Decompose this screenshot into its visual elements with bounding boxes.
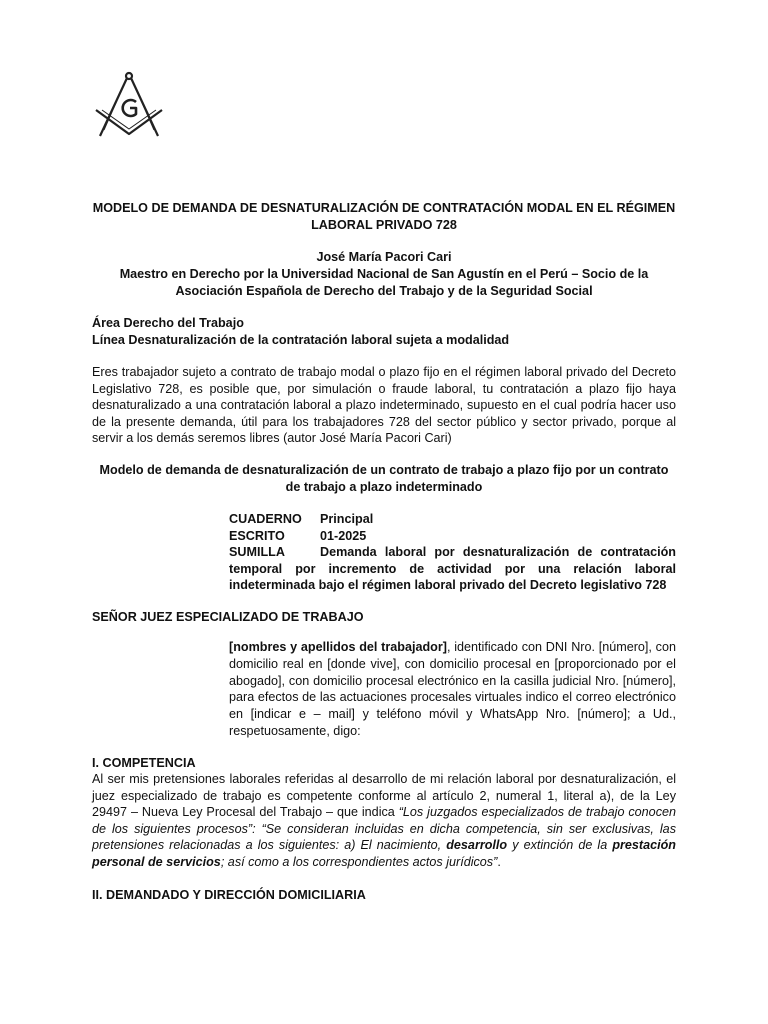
plaintiff-name-placeholder: [nombres y apellidos del trabajador]: [229, 640, 447, 654]
section-1-quote-3: ; así como a los correspondientes actos jurídicos”: [220, 854, 498, 869]
plaintiff-text: , identificado con DNI Nro. [número], con domicilio real en [donde vive], con domicilio procesal en [proporcionado por el abogado], con domicilio procesal electrónico en la casilla judicial Nro. [número], para efectos de las actuaciones procesales virtuales indico el correo electrónico en [indicar e – mail] y teléfono móvil y WhatsApp Nro. [número]; a Ud., respetuosamente, digo:: [229, 640, 676, 738]
cuaderno-label: CUADERNO: [229, 512, 302, 526]
section-2-heading: II. DEMANDADO Y DIRECCIÓN DOMICILIARIA: [92, 888, 366, 902]
square-and-compass-logo-icon: [92, 68, 166, 142]
document-page: [92, 0, 676, 1024]
sumilla-row: [229, 544, 676, 594]
intro-paragraph: Eres trabajador sujeto a contrato de trabajo modal o plazo fijo en el régimen laboral privado del Decreto Legislativo 728, es posible que, por simulación o fraude laboral, tu contratación a plazo fijo haya desnaturalizado a una contratación laboral a plazo indeterminado, supuesto en el cual podría hacer uso de la presente demanda, útil para los trabajadores 728 del sector público y sector privado, porque al servir a los demás seremos libres (autor José María Pacori Cari): [92, 365, 676, 446]
line-label: Línea Desnaturalización de la contratación laboral sujeta a modalidad: [92, 333, 510, 347]
author-credentials: Maestro en Derecho por la Universidad Nacional de San Agustín en el Perú – Socio de la Asociación Española de Derecho del Trabajo y de la Seguridad Social: [119, 267, 649, 298]
section-1-heading: I. COMPETENCIA: [92, 756, 196, 770]
sumilla-value: Demanda laboral por desnaturalización de contratación temporal por incremento de actividad por una relación laboral indeterminada bajo el régimen laboral privado del Decreto legislativo 728: [229, 545, 676, 593]
addressee: SEÑOR JUEZ ESPECIALIZADO DE TRABAJO: [92, 610, 364, 624]
escrito-row: [229, 528, 676, 545]
case-meta: [229, 511, 676, 594]
plaintiff-paragraph: [229, 639, 676, 740]
sumilla-label: SUMILLA: [229, 545, 285, 560]
section-1-quote-2: y extinción de la: [507, 838, 613, 853]
section-1-quote-1: “Los juzgados especializados de trabajo conocen de los siguientes procesos”: “Se consideran incluidas en dicha competencia, sin ser exclusivas, las pretensiones relacionadas a los siguientes: a) El nacimiento,: [92, 805, 676, 853]
section-1-paragraph: [92, 771, 676, 871]
escrito-value: 01-2025: [320, 528, 367, 543]
cuaderno-value: Principal: [320, 512, 374, 526]
escrito-label: ESCRITO: [229, 528, 285, 543]
section-1-text: Al ser mis pretensiones laborales referidas al desarrollo de mi relación laboral por desnaturalización, el juez especializado de trabajo es competente conforme al artículo 2, numeral 1, literal a), de la Ley 29497 – Nueva Ley Procesal del Trabajo – que indica: [92, 772, 676, 820]
document-title: MODELO DE DEMANDA DE DESNATURALIZACIÓN DE CONTRATACIÓN MODAL EN EL RÉGIMEN LABORAL PRIVADO 728: [92, 201, 676, 232]
cuaderno-row: [229, 511, 676, 528]
section-1-quote-bold-1: desarrollo: [446, 838, 508, 853]
area-label: Área Derecho del Trabajo: [92, 316, 244, 330]
model-title: Modelo de demanda de desnaturalización de un contrato de trabajo a plazo fijo por un contrato de trabajo a plazo indeterminado: [99, 463, 669, 494]
section-1-quote-bold-2: prestación personal de servicios: [92, 838, 677, 869]
author-name: José María Pacori Cari: [316, 250, 452, 264]
section-1-end: .: [497, 854, 501, 869]
